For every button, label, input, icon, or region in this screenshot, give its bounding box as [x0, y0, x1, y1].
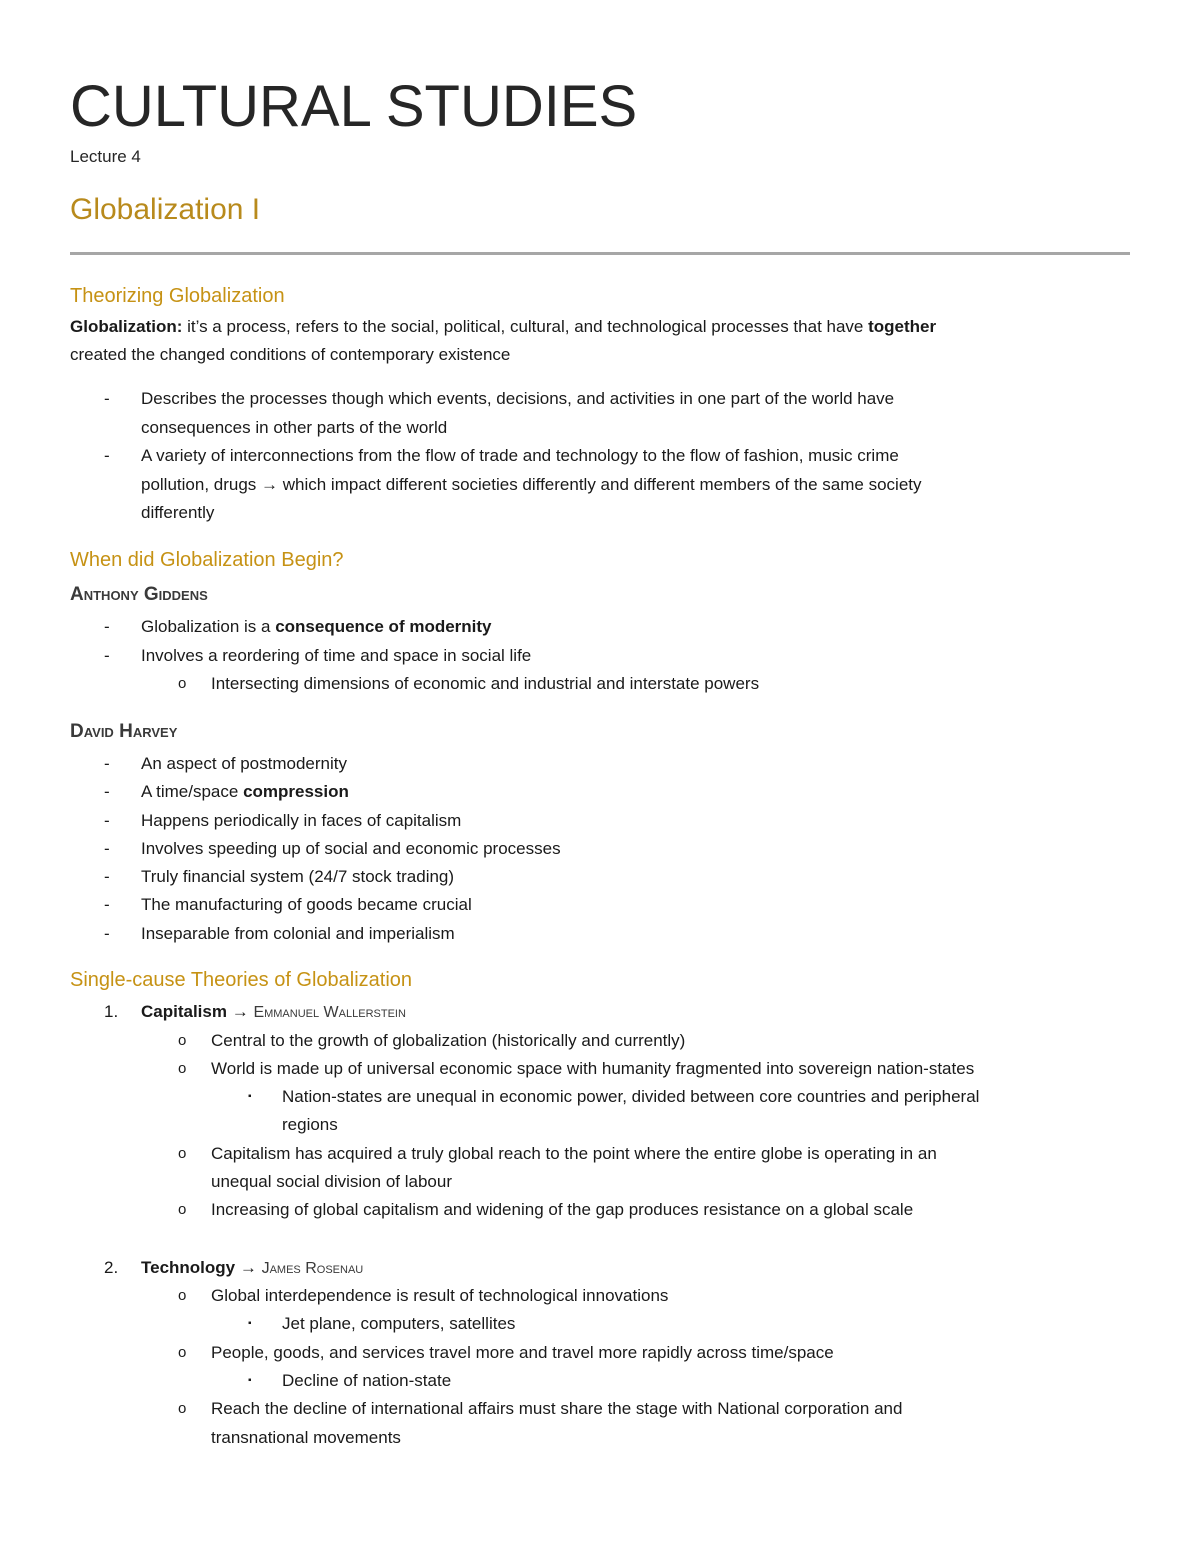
number-marker: 2.	[104, 1258, 119, 1277]
sub-sub-list-item: Jet plane, computers, satellites	[282, 1314, 516, 1333]
dash-marker: -	[104, 446, 110, 465]
circle-marker: o	[178, 1201, 187, 1218]
square-marker: ▪	[248, 1091, 252, 1102]
list-item	[141, 778, 349, 806]
horizontal-rule	[70, 252, 1130, 255]
arrow-icon: →	[235, 1258, 262, 1277]
sub-list-item: Increasing of global capitalism and widening of the gap produces resistance on a global scale	[211, 1200, 914, 1219]
definition-line-2: created the changed conditions of contemporary existence	[70, 345, 511, 364]
section-heading-when: When did Globalization Begin?	[70, 549, 344, 571]
dash-marker: -	[104, 389, 110, 408]
sub-list-item: Capitalism has acquired a truly global reach to the point where the entire globe is operating in an	[211, 1144, 937, 1163]
square-marker: ▪	[248, 1318, 252, 1329]
list-item-text: A time/space	[141, 782, 244, 801]
sub-list-item: People, goods, and services travel more and travel more rapidly across time/space	[211, 1343, 834, 1362]
sub-list-item: Central to the growth of globalization (historically and currently)	[211, 1031, 686, 1050]
list-item: Involves a reordering of time and space in social life	[141, 646, 532, 665]
circle-marker: o	[178, 1287, 187, 1304]
dash-marker: -	[104, 617, 110, 636]
list-item-continued: consequences in other parts of the world	[141, 418, 448, 437]
author-heading-harvey: David Harvey	[70, 721, 178, 742]
definition-bold: together	[868, 317, 937, 336]
list-item-text: Globalization is a	[141, 617, 276, 636]
definition-text: it’s a process, refers to the social, political, cultural, and technological processes that have	[182, 317, 869, 336]
dash-marker: -	[104, 895, 110, 914]
circle-marker: o	[178, 1032, 187, 1049]
dash-marker: -	[104, 867, 110, 886]
arrow-icon: →	[226, 1002, 254, 1021]
sub-sub-list-item: Decline of nation-state	[282, 1371, 452, 1390]
sub-list-item: Intersecting dimensions of economic and industrial and interstate powers	[211, 674, 760, 693]
section-heading-single-cause: Single-cause Theories of Globalization	[70, 969, 413, 991]
sub-sub-list-item-continued: regions	[282, 1115, 338, 1134]
list-item: Involves speeding up of social and economic processes	[141, 839, 561, 858]
list-item: Inseparable from colonial and imperialism	[141, 924, 455, 943]
circle-marker: o	[178, 1145, 187, 1162]
square-marker: ▪	[248, 1375, 252, 1386]
dash-marker: -	[104, 811, 110, 830]
list-item: The manufacturing of goods became crucial	[141, 895, 472, 914]
author-name: James Rosenau	[261, 1260, 364, 1277]
sub-list-item: World is made up of universal economic space with humanity fragmented into sovereign nation-states	[211, 1059, 975, 1078]
item-label: Capitalism	[141, 1002, 227, 1021]
list-item-bold: consequence of modernity	[275, 617, 492, 636]
sub-list-item: Reach the decline of international affairs must share the stage with National corporation and	[211, 1399, 903, 1418]
number-marker: 1.	[104, 1002, 119, 1021]
list-item-bold: compression	[243, 782, 349, 801]
list-item-continued: differently	[141, 503, 215, 522]
list-item-continued: pollution, drugs → which impact different societies differently and different members of the same society	[141, 475, 922, 494]
list-item: Truly financial system (24/7 stock trading)	[141, 867, 455, 886]
dash-marker: -	[104, 646, 110, 665]
numbered-item-capitalism	[141, 998, 406, 1027]
circle-marker: o	[178, 675, 187, 692]
sub-list-item-continued: unequal social division of labour	[211, 1172, 452, 1191]
dash-marker: -	[104, 924, 110, 943]
circle-marker: o	[178, 1344, 187, 1361]
document-subtitle: Lecture 4	[70, 147, 141, 166]
dash-marker: -	[104, 782, 110, 801]
list-item: Happens periodically in faces of capitalism	[141, 811, 462, 830]
sub-list-item: Global interdependence is result of technological innovations	[211, 1286, 669, 1305]
dash-marker: -	[104, 839, 110, 858]
author-heading-giddens: Anthony Giddens	[70, 584, 208, 605]
list-item: A variety of interconnections from the flow of trade and technology to the flow of fashion, music crime	[141, 446, 899, 465]
list-item: Describes the processes though which events, decisions, and activities in one part of the world have	[141, 389, 895, 408]
document-heading: Globalization I	[70, 193, 261, 226]
dash-marker: -	[104, 754, 110, 773]
list-item: An aspect of postmodernity	[141, 754, 348, 773]
author-name: Emmanuel Wallerstein	[253, 1004, 406, 1021]
item-label: Technology	[141, 1258, 236, 1277]
definition-line-1	[70, 313, 936, 341]
sub-list-item-continued: transnational movements	[211, 1428, 401, 1447]
list-item	[141, 613, 492, 641]
definition-term: Globalization:	[70, 317, 183, 336]
circle-marker: o	[178, 1060, 187, 1077]
document-title: CULTURAL STUDIES	[70, 74, 638, 139]
circle-marker: o	[178, 1400, 187, 1417]
sub-sub-list-item: Nation-states are unequal in economic power, divided between core countries and peripheral	[282, 1087, 980, 1106]
section-heading-theorizing: Theorizing Globalization	[70, 285, 285, 307]
numbered-item-technology	[141, 1254, 363, 1283]
